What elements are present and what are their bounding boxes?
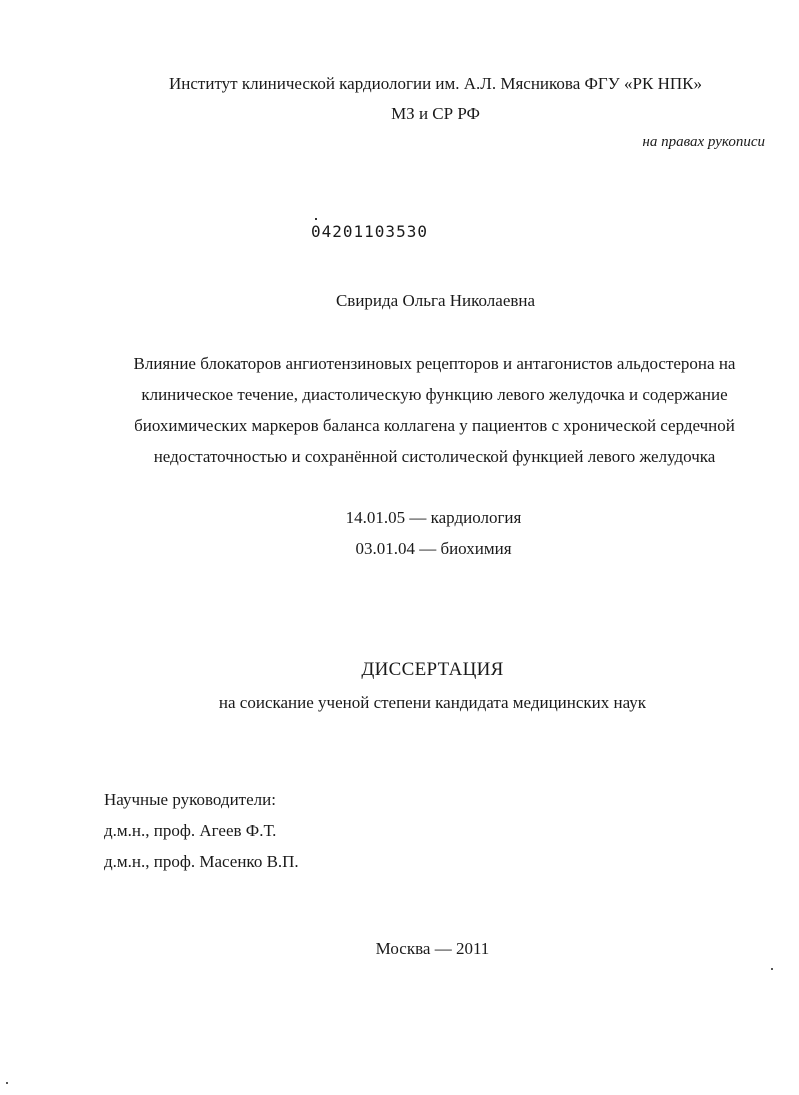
rights-note: на правах рукописи <box>642 134 765 150</box>
supervisor-entry: д.м.н., проф. Агеев Ф.Т. <box>104 821 277 840</box>
document-number: 04201103530 <box>311 222 428 241</box>
author-name: Свирида Ольга Николаевна <box>335 291 536 310</box>
work-type-heading: ДИССЕРТАЦИЯ <box>361 659 504 680</box>
dissertation-title <box>0 348 799 472</box>
work-type-subheading: на соискание ученой степени кандидата медицинских наук <box>218 693 647 712</box>
institute-name: Институт клинической кардиологии им. А.Л. Мясникова ФГУ «РК НПК» <box>169 74 702 93</box>
specialty-cardiology: 14.01.05 — кардиология <box>345 508 522 527</box>
ministry-name: МЗ и СР РФ <box>391 104 480 123</box>
supervisors-label: Научные руководители: <box>104 790 276 809</box>
title-line: Влияние блокаторов ангиотензиновых рецепторов и антагонистов альдостерона на <box>133 354 736 373</box>
title-line: недостаточностью и сохранённой систолической функцией левого желудочка <box>153 447 716 466</box>
scan-speck <box>6 1082 8 1084</box>
specialty-biochemistry: 03.01.04 — биохимия <box>355 539 512 558</box>
title-line: клиническое течение, диастолическую функцию левого желудочка и содержание <box>141 385 728 404</box>
city-year: Москва — 2011 <box>375 939 490 958</box>
supervisor-entry: д.м.н., проф. Масенко В.П. <box>104 852 299 871</box>
supervisors-block <box>104 784 299 877</box>
scan-speck <box>771 968 773 970</box>
title-line: биохимических маркеров баланса коллагена у пациентов с хронической сердечной <box>134 416 735 435</box>
